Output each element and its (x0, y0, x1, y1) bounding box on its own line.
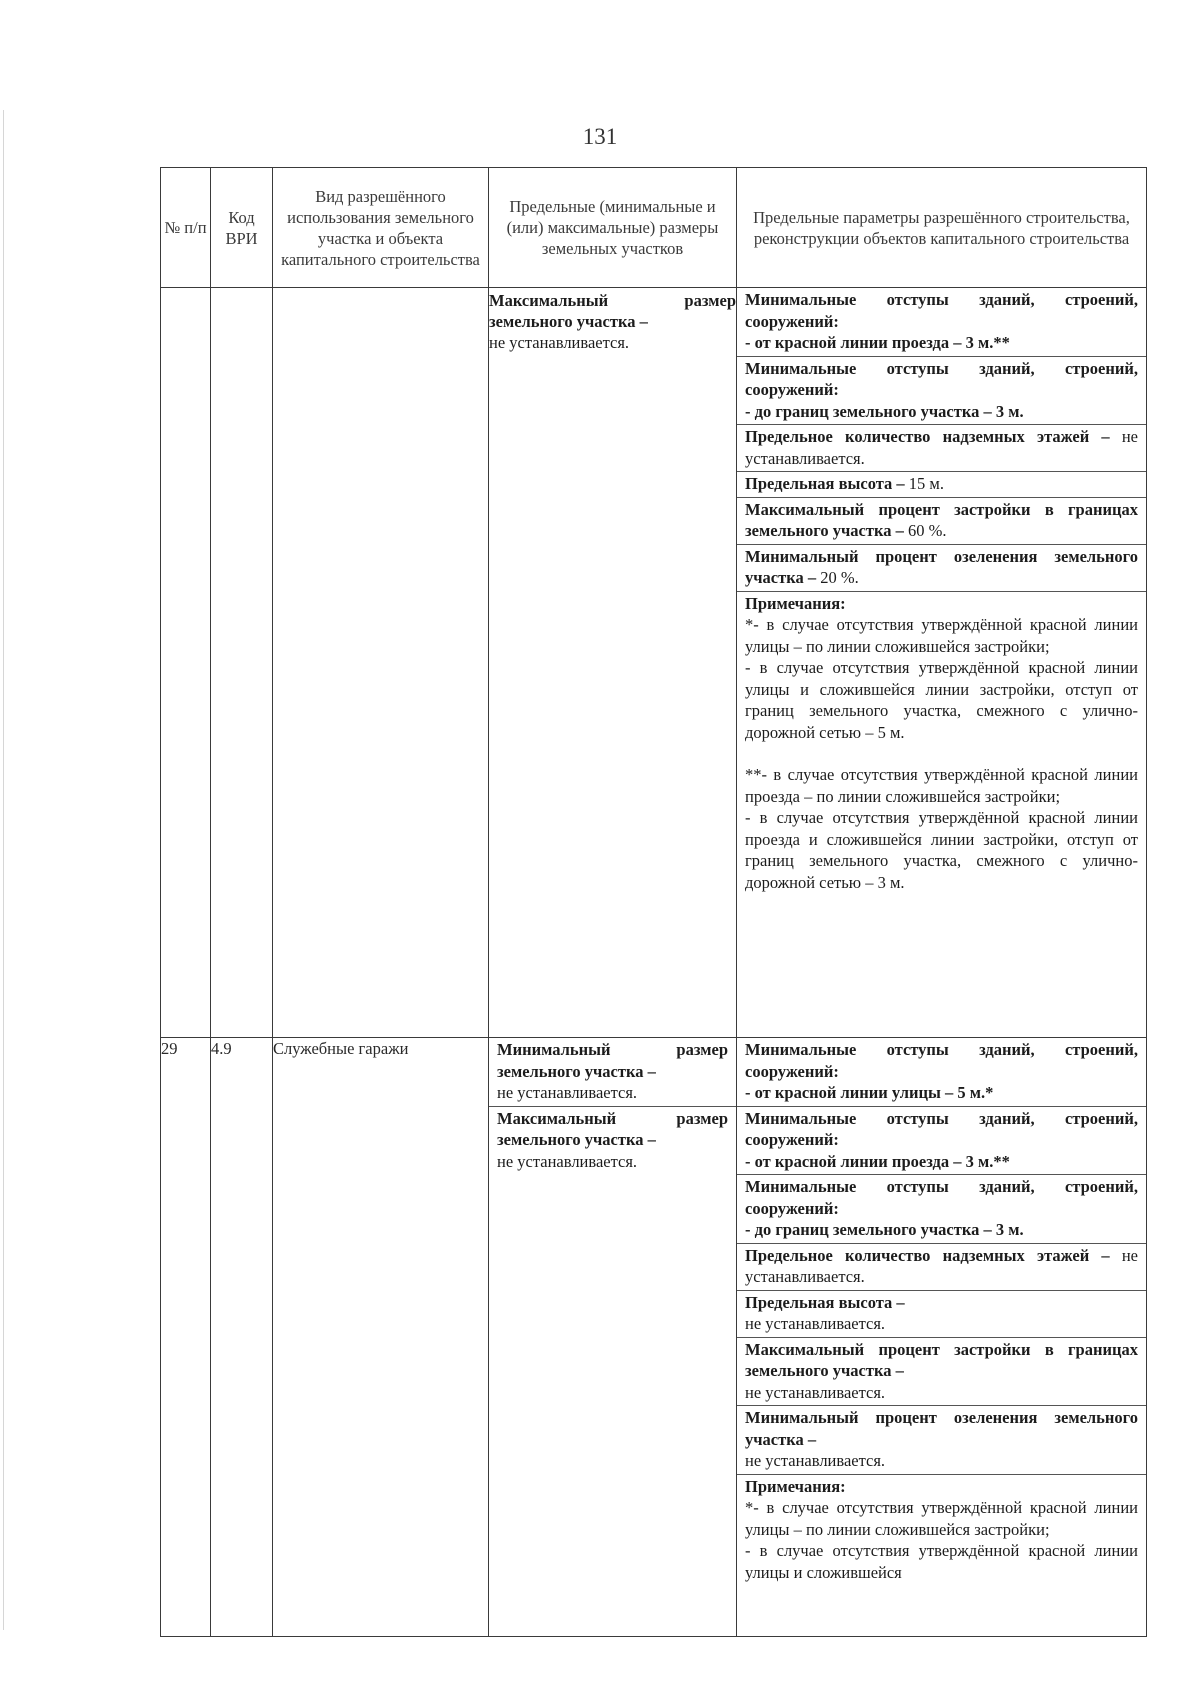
note-spacer (745, 743, 1138, 764)
note-text: **- в случае отсутствия утверждённой красной линии проезда – по линии сложившейся застройки; (745, 765, 1138, 806)
param-block (737, 1406, 1146, 1475)
param-value: не устанавливается. (745, 1245, 1138, 1286)
param-block (737, 1107, 1146, 1176)
param-title: Минимальные отступы зданий, строений, сооружений: (745, 1108, 1138, 1149)
param-value: не устанавливается. (745, 1382, 886, 1402)
plot-max-title: Максимальный размер земельного участка – (497, 1108, 728, 1149)
note-text: - в случае отсутствия утверждённой красной линии улицы и сложившейся линии застройки, отступ от границ земельного участка, смежного с улично-дорожной сетью – 5 м. (745, 658, 1138, 742)
cell-params (737, 1038, 1147, 1637)
param-block (737, 1338, 1146, 1407)
notes-title: Примечания: (745, 1476, 846, 1496)
param-value: - от красной линии проезда – 3 м.** (745, 1151, 1010, 1171)
page-edge-line (3, 110, 4, 1630)
plot-max-value: не устанавливается. (489, 333, 630, 352)
plot-min-value: не устанавливается. (497, 1083, 638, 1102)
table-row-continuation (161, 288, 1147, 1038)
page-number: 131 (582, 124, 618, 149)
param-block (737, 545, 1146, 592)
param-value: - от красной линии проезда – 3 м.** (745, 333, 1010, 352)
param-block (737, 1244, 1146, 1291)
note-text: - в случае отсутствия утверждённой красной линии проезда и сложившейся линии застройки, отступ от границ земельного участка, смежного с улично-дорожной сетью – 3 м. (745, 808, 1138, 892)
zoning-table (160, 167, 1147, 1637)
param-value: - от красной линии улицы – 5 м.* (745, 1083, 994, 1102)
param-block (737, 1038, 1146, 1107)
cell-code-empty (211, 288, 273, 1038)
param-title: Минимальные отступы зданий, строений, сооружений: (745, 1177, 1138, 1218)
param-value: не устанавливается. (745, 1314, 886, 1333)
param-block (737, 288, 1146, 357)
param-block (737, 472, 1146, 498)
param-value: не устанавливается. (745, 427, 1138, 468)
cell-code: 4.9 (211, 1038, 273, 1637)
cell-use-type: Служебные гаражи (273, 1038, 489, 1637)
param-title: Предельное количество надземных этажей – (745, 427, 1110, 446)
param-value: 15 м. (908, 474, 944, 493)
param-block (737, 1291, 1146, 1338)
header-plot-sizes: Предельные (минимальные и (или) максимальные) размеры земельных участков (489, 168, 737, 288)
param-title: Максимальный процент застройки в границах земельного участка – (745, 499, 1138, 540)
cell-params (737, 288, 1147, 1038)
param-value: - до границ земельного участка – 3 м. (745, 401, 1024, 421)
notes-block (737, 1475, 1146, 1586)
header-construction-params: Предельные параметры разрешённого строительства, реконструкции объектов капитального строительства (737, 168, 1147, 288)
table-row-29 (161, 1038, 1147, 1637)
param-title: Предельная высота – (745, 1292, 905, 1312)
param-value: не устанавливается. (745, 1451, 886, 1470)
param-title: Минимальные отступы зданий, строений, сооружений: (745, 358, 1138, 399)
plot-max-value: не устанавливается. (497, 1151, 638, 1171)
notes-block (737, 592, 1146, 896)
header-use-type: Вид разрешённого использования земельного участка и объекта капитального строительства (273, 168, 489, 288)
param-title: Минимальные отступы зданий, строений, сооружений: (745, 290, 1138, 331)
plot-max-block (489, 1107, 736, 1175)
notes-title: Примечания: (745, 593, 846, 613)
param-value: 60 %. (907, 521, 947, 540)
cell-plot-sizes (489, 288, 737, 1038)
note-text: *- в случае отсутствия утверждённой красной линии улицы – по линии сложившейся застройки; (745, 615, 1138, 656)
plot-max-block (489, 290, 736, 353)
param-block (737, 498, 1146, 545)
cell-num: 29 (161, 1038, 211, 1637)
param-value: 20 %. (820, 568, 859, 587)
note-text: - в случае отсутствия утверждённой красной линии улицы и сложившейся (745, 1541, 1138, 1582)
param-block (737, 357, 1146, 426)
cell-plot-sizes (489, 1038, 737, 1637)
param-value: - до границ земельного участка – 3 м. (745, 1220, 1024, 1239)
header-num: № п/п (161, 168, 211, 288)
cell-use-empty (273, 288, 489, 1038)
param-title: Минимальный процент озеленения земельного участка – (745, 546, 1138, 587)
plot-max-title: Максимальный размер земельного участка – (489, 291, 736, 331)
param-title: Максимальный процент застройки в границах земельного участка – (745, 1339, 1138, 1380)
param-title: Минимальный процент озеленения земельного участка – (745, 1408, 1138, 1449)
param-title: Предельное количество надземных этажей – (745, 1245, 1110, 1265)
param-block (737, 1175, 1146, 1244)
table-header-row (161, 168, 1147, 288)
cell-num-empty (161, 288, 211, 1038)
param-title: Предельная высота – (745, 474, 905, 493)
param-title: Минимальные отступы зданий, строений, сооружений: (745, 1040, 1138, 1081)
note-text: *- в случае отсутствия утверждённой красной линии улицы – по линии сложившейся застройки; (745, 1498, 1138, 1539)
param-block (737, 425, 1146, 472)
plot-min-title: Минимальный размер земельного участка – (497, 1040, 728, 1081)
header-code: Код ВРИ (211, 168, 273, 288)
plot-min-block (489, 1038, 736, 1107)
